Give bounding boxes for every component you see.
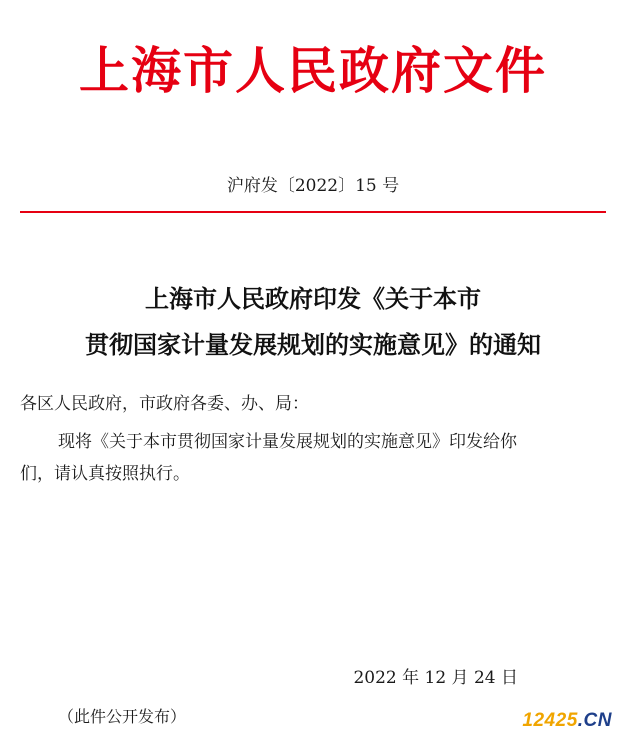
notice-title-line-2: 贯彻国家计量发展规划的实施意见》的通知 xyxy=(85,330,541,359)
watermark-number: 12425 xyxy=(522,710,578,731)
watermark-tld: .CN xyxy=(577,710,612,731)
release-note: （此件公开发布） xyxy=(58,707,187,726)
site-watermark-logo xyxy=(522,710,612,732)
document-header-title: 上海市人民政府文件 xyxy=(79,41,547,100)
body-paragraph-line-2: 们，请认真按照执行。 xyxy=(20,464,190,484)
body-paragraph-line-1: 现将《关于本市贯彻国家计量发展规划的实施意见》印发给你 xyxy=(58,432,517,452)
header-divider xyxy=(20,211,606,213)
document-number: 沪府发〔2022〕15 号 xyxy=(226,176,400,196)
issue-date: 2022 年 12 月 24 日 xyxy=(353,668,518,688)
notice-title xyxy=(0,276,626,368)
notice-title-line-1: 上海市人民政府印发《关于本市 xyxy=(145,284,481,313)
addressee-line: 各区人民政府，市政府各委、办、局： xyxy=(20,394,309,414)
body-paragraph xyxy=(20,426,608,490)
